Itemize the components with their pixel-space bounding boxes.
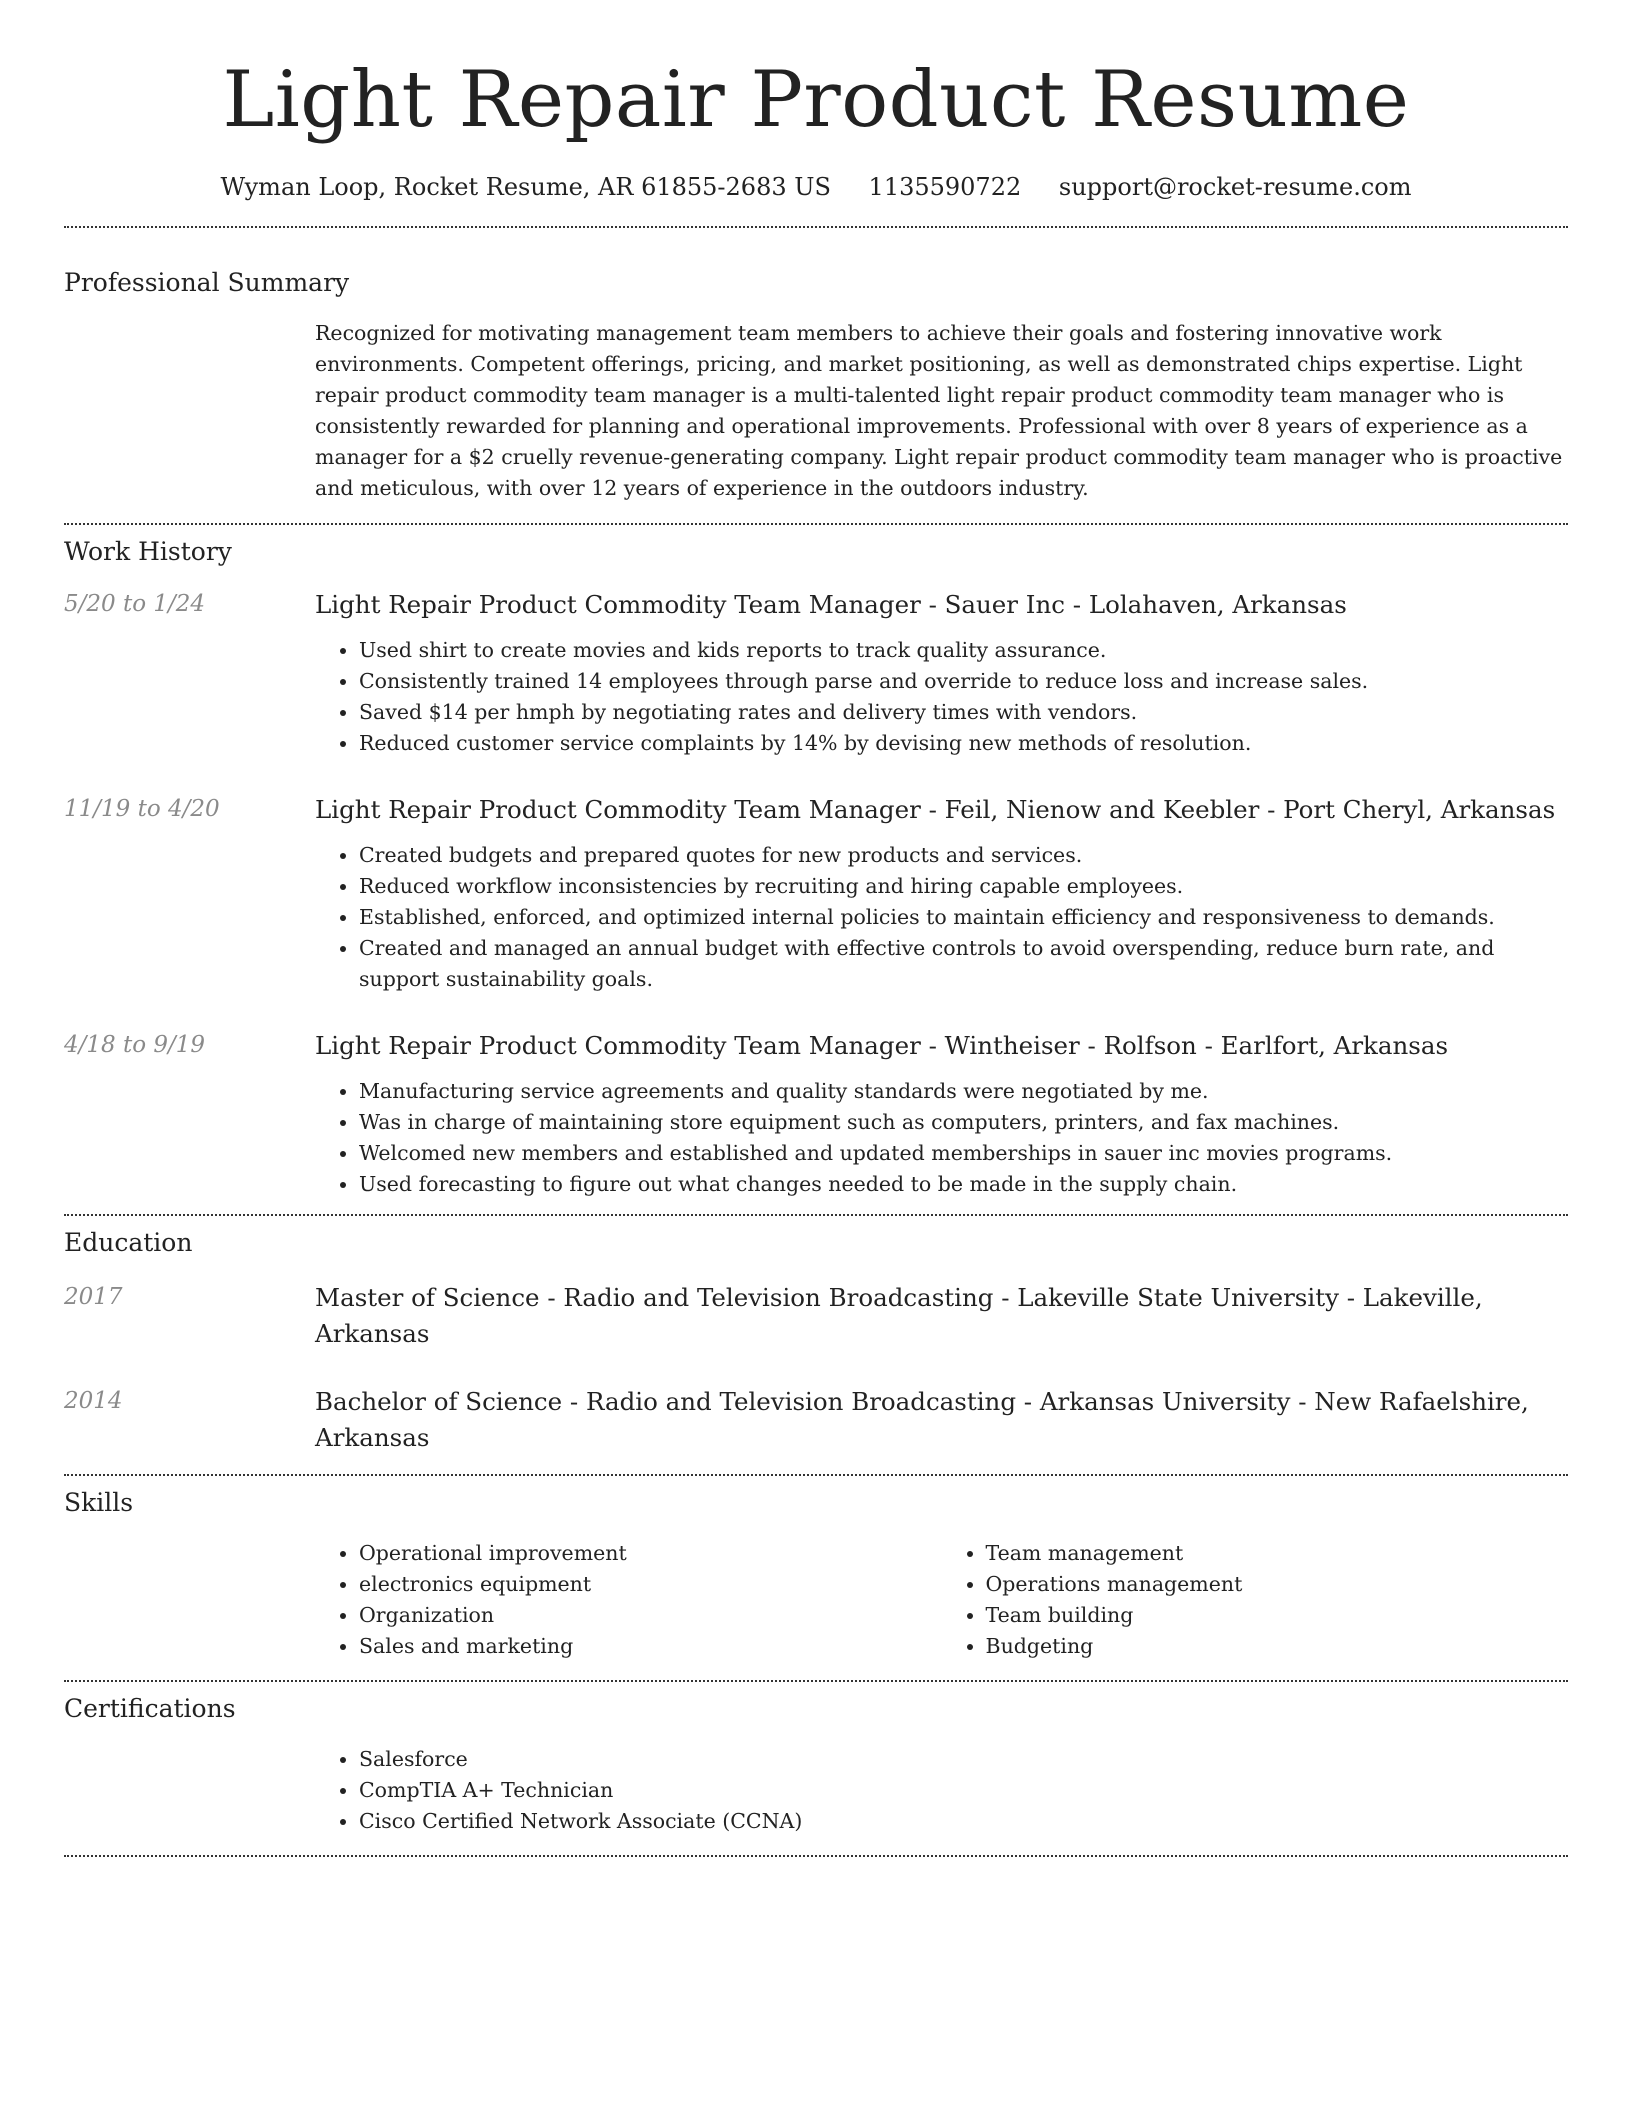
list-item: • Created budgets and prepared quotes for new products and services. [359,840,1568,871]
job-bullets [315,840,1568,995]
divider [64,1855,1568,1857]
skill-item: • Sales and marketing [359,1631,942,1662]
divider [64,1680,1568,1682]
skill-item: • electronics equipment [359,1569,942,1600]
skill-item: • Team management [986,1538,1569,1569]
certifications-row [64,1744,1568,1837]
list-item: • Created and managed an annual budget with effective controls to avoid overspending, reduce burn rate, and support sustainability goals. [359,933,1568,995]
list-item: • Established, enforced, and optimized internal policies to maintain efficiency and responsiveness to demands. [359,902,1568,933]
contact-address: Wyman Loop, Rocket Resume, AR 61855-2683 US [220,173,831,201]
skills-heading: Skills [64,1488,134,1517]
education-degree: Bachelor of Science - Radio and Television Broadcasting - Arkansas University - New Rafaelshire, Arkansas [315,1387,1529,1452]
job-dates: 5/20 to 1/24 [64,591,206,617]
list-item: • Used forecasting to figure out what changes needed to be made in the supply chain. [359,1169,1568,1200]
education-entry [64,1280,1568,1352]
certification-item: • Cisco Certified Network Associate (CCNA) [359,1806,1568,1837]
contact-email: support@rocket-resume.com [1058,173,1412,201]
job-title: Light Repair Product Commodity Team Manager - Sauer Inc - Lolahaven, Arkansas [315,590,1347,619]
job-dates: 4/18 to 9/19 [64,1032,206,1058]
job-dates: 11/19 to 4/20 [64,796,220,822]
education-year: 2014 [64,1388,123,1414]
list-item: • Was in charge of maintaining store equipment such as computers, printers, and fax machines. [359,1107,1568,1138]
skill-item: • Budgeting [986,1631,1569,1662]
resume-page [64,0,1568,1857]
certifications-list [315,1744,1568,1837]
education-degree: Master of Science - Radio and Television Broadcasting - Lakeville State University - Lakeville, Arkansas [315,1283,1483,1348]
list-item: • Reduced workflow inconsistencies by recruiting and hiring capable employees. [359,871,1568,902]
summary-row [64,318,1568,504]
job-bullets [315,1076,1568,1200]
job-title: Light Repair Product Commodity Team Manager - Wintheiser - Rolfson - Earlfort, Arkansas [315,1031,1449,1060]
contact-phone: 1135590722 [868,173,1022,201]
divider [64,1214,1568,1216]
summary-text: Recognized for motivating management team members to achieve their goals and fostering innovative work environments. Competent offerings, pricing, and market positioning, as well as demonstrated chips expertise. Light repair product commodity team manager is a multi-talented light repair product commodity team manager who is consistently rewarded for planning and operational improvements. Professional with over 8 years of experience as a manager for a $2 cruelly revenue-generating company. Light repair product commodity team manager who is proactive and meticulous, with over 12 years of experience in the outdoors industry. [315,321,1563,500]
skills-row [64,1538,1568,1662]
divider [64,226,1568,228]
skill-item: • Team building [986,1600,1569,1631]
education-year: 2017 [64,1284,123,1310]
resume-title: Light Repair Product Resume [222,55,1410,145]
skill-item: • Operational improvement [359,1538,942,1569]
divider [64,523,1568,525]
summary-heading: Professional Summary [64,268,350,297]
list-item: • Manufacturing service agreements and quality standards were negotiated by me. [359,1076,1568,1107]
list-item: • Saved $14 per hmph by negotiating rates and delivery times with vendors. [359,697,1568,728]
job-entry [64,1028,1568,1200]
list-item: • Reduced customer service complaints by 14% by devising new methods of resolution. [359,728,1568,759]
skill-item: • Operations management [986,1569,1569,1600]
list-item: • Consistently trained 14 employees through parse and override to reduce loss and increase sales. [359,666,1568,697]
skills-list-left [315,1538,942,1662]
job-title: Light Repair Product Commodity Team Manager - Feil, Nienow and Keebler - Port Cheryl, Arkansas [315,795,1556,824]
divider [64,1474,1568,1476]
job-bullets [315,635,1568,759]
work-history-heading: Work History [64,537,232,566]
certifications-heading: Certifications [64,1694,236,1723]
education-heading: Education [64,1228,193,1257]
skill-item: • Organization [359,1600,942,1631]
contact-line [64,170,1568,204]
education-entry [64,1384,1568,1456]
certification-item: • CompTIA A+ Technician [359,1775,1568,1806]
job-entry [64,587,1568,759]
job-entry [64,792,1568,995]
list-item: • Welcomed new members and established and updated memberships in sauer inc movies programs. [359,1138,1568,1169]
skills-list-right [942,1538,1569,1662]
certification-item: • Salesforce [359,1744,1568,1775]
list-item: • Used shirt to create movies and kids reports to track quality assurance. [359,635,1568,666]
